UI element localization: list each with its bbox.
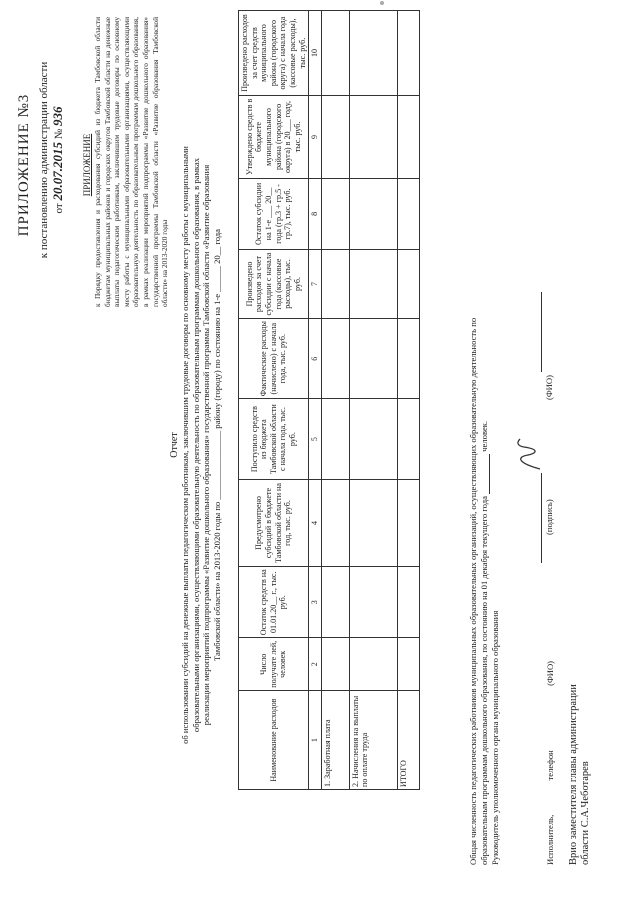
column-number: 6 [309, 318, 322, 398]
table-cell [349, 567, 397, 638]
table-row [349, 11, 397, 790]
table-cell [349, 250, 397, 319]
header-cell: Произведено расходов за счет субсидии с начала года (кассовые расходы), тыс. руб. [239, 250, 309, 319]
executor-fio-caption: (ФИО) [545, 660, 555, 686]
column-number: 2 [309, 638, 322, 691]
supplement-text: к Порядку предоставления и расходования субсидий из бюджета Тамбовской области бюджетам муниципальных районов и городских округов Тамбовской области на денежные выплаты педагогическим работникам, заключившим трудовые договоры по основному месту работы с муниципальными образовательными организациями, осуществляющими образовательную деятельность по образовательным программам дошкольного образования, в рамках реализации мероприятий подпрограммы «Развитие дошкольного образования» государственной программы Тамбовской области «Развитие образования Тамбовской области» на 2013-2020 годы [93, 17, 170, 307]
handwritten-signature-icon [514, 437, 544, 471]
table-cell [321, 399, 349, 479]
table-cell [349, 318, 397, 398]
column-number: 10 [309, 11, 322, 96]
table-cell [397, 318, 419, 398]
column-number: 5 [309, 399, 322, 479]
header-cell: Поступило средств из бюджета Тамбовской области с начала года, тыс. руб. [239, 399, 309, 479]
row-label: ИТОГО [397, 691, 419, 790]
table-cell [321, 638, 349, 691]
signatory-position: Врио заместителя главы администрации [568, 684, 579, 865]
head-fio-line [530, 292, 542, 372]
supplement-title: ПРИЛОЖЕНИЕ [82, 133, 92, 197]
staff-count-statement [468, 5, 501, 865]
report-heading [170, 65, 222, 825]
table-cell [397, 178, 419, 249]
report-line-4: Тамбовской области» на 2013-2020 годы по ________________ району (городу) по состоянию на 1-е ______ 20__ года [211, 229, 222, 661]
decree-number-label: № [53, 128, 65, 140]
head-of-authority-label: Руководитель уполномоченного органа муниципального образования [490, 610, 500, 865]
table-cell [321, 567, 349, 638]
header-cell: Остаток средств на 01.01.20__ г., тыс. руб. [239, 567, 309, 638]
table-cell [397, 638, 419, 691]
table-cell [321, 96, 349, 179]
executor-label: Исполнитель, [545, 814, 555, 865]
staff-count-line-2: образовательным программам дошкольного образования, по состоянию на 01 декабря текущего года человек. [478, 420, 489, 865]
row-label: 1. Заработная плата [321, 691, 349, 790]
signature-caption: (подпись) [544, 499, 554, 535]
header-cell: Число получате лей, человек [239, 638, 309, 691]
table-cell [397, 96, 419, 179]
column-number: 4 [309, 479, 322, 566]
table-row [321, 11, 349, 790]
table-cell [321, 11, 349, 96]
signature-line [530, 473, 542, 563]
row-label: 2. Начисления на выплаты по оплате труда [349, 691, 397, 790]
report-line-2: образовательными организациями, осуществляющими образовательную деятельность по образовательным программам дошкольного образования, в рамках [190, 157, 201, 733]
column-number: 7 [309, 250, 322, 319]
table-cell [321, 479, 349, 566]
table-cell [349, 178, 397, 249]
signatory-name: области С.А.Чеботарев [580, 761, 591, 865]
staff-count-line-1: Общая численность педагогических работников муниципальных образовательных организаций, осуществляющих образовательную деятельность по [468, 317, 478, 865]
decree-from-label: от [53, 203, 65, 214]
header-cell: Фактические расходы (начислено) с начала года, тыс. руб. [239, 318, 309, 398]
decree-line: к постановлению администрации области [38, 61, 50, 259]
staff-count-unit: человек. [478, 420, 489, 452]
header-cell: Утверждено средств в бюджете муниципального района (городского округа) в 20___ году, тыс. руб. [239, 96, 309, 179]
phone-label: телефон [545, 750, 555, 781]
column-number: 3 [309, 567, 322, 638]
decree-date-line [51, 25, 66, 295]
decree-date: 20.07.2015 [50, 142, 65, 201]
appendix-title: ПРИЛОЖЕНИЕ №3 [16, 93, 32, 237]
report-title: Отчет [169, 432, 180, 458]
header-cell: Остаток субсидии на 1-е ___ 20__ года (гр.3 + гр.5 - гр.7), тыс. руб. [239, 178, 309, 249]
executor-block [545, 5, 556, 865]
table-cell [349, 479, 397, 566]
table-cell [397, 567, 419, 638]
column-number: 9 [309, 96, 322, 179]
table-row [397, 11, 419, 790]
signatory-block [568, 684, 592, 865]
table-cell [349, 96, 397, 179]
decree-number: 936 [50, 106, 65, 127]
report-line-3: реализации мероприятий подпрограммы «Развитие дошкольного образования» государственной программы Тамбовской области «Развитие образования [201, 164, 212, 726]
scan-punch-mark [380, 1, 384, 5]
table-cell [321, 250, 349, 319]
report-table [238, 10, 420, 790]
header-cell: Наименование расходов [239, 691, 309, 790]
table-cell [397, 11, 419, 96]
table-header-row [239, 11, 309, 790]
staff-count-blank [479, 454, 491, 494]
table-cell [349, 399, 397, 479]
table-cell [397, 250, 419, 319]
table-cell [349, 11, 397, 96]
table-cell [349, 638, 397, 691]
decree-reference [38, 25, 66, 295]
table-cell [397, 479, 419, 566]
header-cell: Произведено расходов за счет средств муниципального района (городского округа) с начала года (кассовые расходы), тыс. руб. [239, 11, 309, 96]
head-fio-caption: (ФИО) [544, 375, 554, 400]
table-cell [321, 318, 349, 398]
header-cell: Предусмотрено субсидий в бюджете Тамбовской области на год, тыс. руб. [239, 479, 309, 566]
table-cell [321, 178, 349, 249]
table-cell [397, 399, 419, 479]
column-number: 8 [309, 178, 322, 249]
report-line-1: об использовании субсидий на денежные выплаты педагогическим работникам, заключившим трудовые договоры по основному месту работы с муниципальными [180, 146, 191, 744]
column-number-row [309, 11, 322, 790]
column-number: 1 [309, 691, 322, 790]
